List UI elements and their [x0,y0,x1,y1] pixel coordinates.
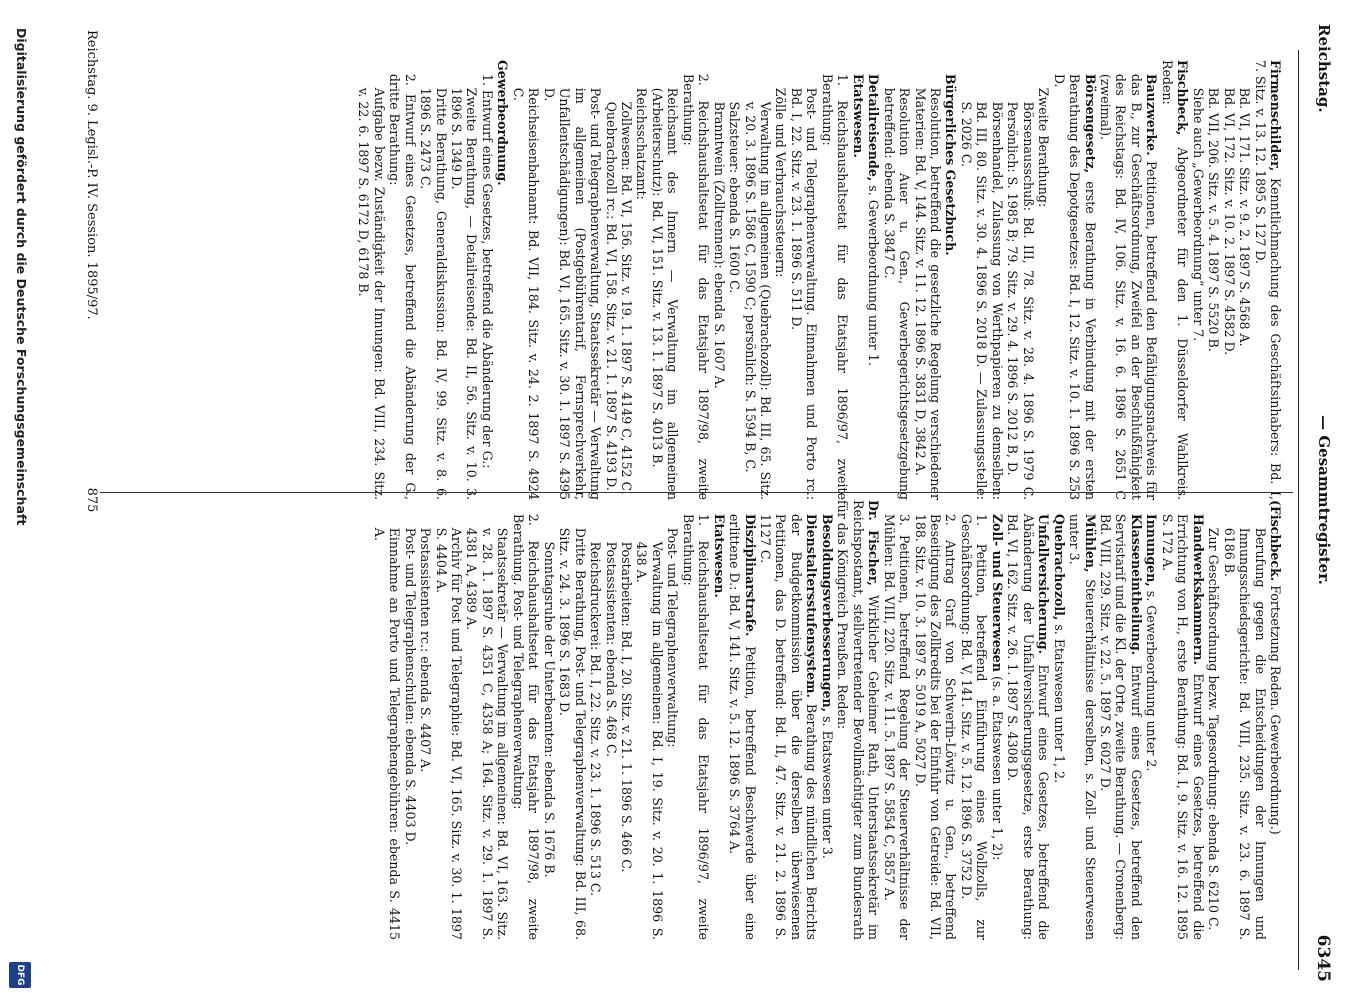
register-entry [819,500,834,940]
entry-text: Aufgabe bezw. Zuständigkeit der Innungen: Bd. VIII, 234. Sitz. v. 22. 6. 1897 S. 6172 D, 6178 B. [356,87,387,500]
entry-text: Dritte Berathung, Post- und Telegraphenverwaltung: Bd. III, 68. Sitz. v. 24. 3. 1896 S. 1683 D. [557,527,588,940]
register-entry [541,500,556,940]
entry-text: 2. Reichshaushaltsetat für das Etatsjahr 1897/98, zweite Berathung: [680,73,712,500]
entry-text: Petition, betreffend Beschwerde über eine erlittene D.: Bd. V, 141. Sitz. v. 5. 12. 1896 S. 3764 A. [727,513,758,940]
footer-page-number: 875 [84,487,99,513]
entry-text: Kenntlichmachung des Geschäftsinhabers: Bd. I, 7. Sitz. v. 13. 12. 1895 S. 127 D. [1252,60,1283,500]
register-entry [1159,60,1190,500]
register-entry [510,500,541,940]
register-entry [1067,500,1098,940]
register-entry [866,60,881,500]
entry-text: Berufung gegen die Entscheidungen der Innungen und Innungsschiedsgerichte: Bd. VIII, 235. Sitz. v. 23. 6. 1897 S. 6186 B. [1221,527,1268,940]
entry-text: Einnahme an Porto und Telegraphengebühren: ebenda S. 4415 A. [371,527,403,940]
entry-keyword: Bürgerliches Gesetzbuch. [943,73,959,256]
header-rule [1298,50,1299,970]
register-entry [433,500,464,940]
scan-banner [0,0,38,1000]
entry-text: 1. Petition, betreffend Einführung eines Wollzolls, zur Geschäftsordnung: Bd. V, 141. Sitz. v. 5. 12. 1896 S. 3752 D. [958,513,990,940]
header-title: — Gesammtregister. [1315,415,1333,585]
entry-text: Entwurf eines Gesetzes, betreffend die Abänderung der Unfallversicherungsgesetze, erste Berathung: Bd. VI, 162. Sitz. v. 26. 1. 1897 S. 4308 D. [1005,513,1052,940]
entry-text: 1. Reichshaushaltsetat für das Etatsjahr 1896/97, zweite Berathung: [819,73,851,500]
entry-keyword: Mühlen, [1082,513,1098,573]
entry-text: Post- und Telegraphenverwaltung: [665,527,681,748]
entry-text: Entwurf eines Gesetzes, betreffend den Servistarif und die Kl. der Orte, zweite Berathung. — Cronenberg: Bd. VIII, 229. Sitz. v. 22. 5. 1897 S. 6027 D. [1098,513,1144,940]
entry-text: Branntwein (Zolltrennen): ebenda S. 1607 A. [711,101,727,389]
register-entry [727,500,758,940]
entry-text: Abgeordneter für den 1. Düsseldorfer Wahlkreis. Reden: [1159,60,1191,500]
scan-banner-text: Digitalisierung gefördert durch die Deutsche Forschungsgemeinschaft [14,28,29,526]
register-entry [742,60,773,500]
entry-text: Resolution, betreffend die gesetzliche Regelung verschiedener Materien: Bd. V, 144. Sitz. v. 11. 12. 1896 S. 3831 D, 3842 A. [912,87,944,500]
register-entry [603,60,618,500]
entry-text: Zollwesen: Bd. VI, 156. Sitz. v. 19. 1. 1897 S. 4149 C, 4152 C. [618,101,634,495]
register-entry [603,500,618,940]
dfg-logo-icon: DFG [9,962,31,988]
register-entry [943,60,958,500]
entry-text: Sonntagsruhe der Unterbeamten: ebenda S. 1676 B. [541,541,557,878]
entry-text: Siehe auch „Gewerbeordnung“ unter 7. [1190,87,1206,342]
entry-text: s. Etatswesen unter 3. [819,712,835,859]
entry-text: Wirklicher Geheimer Rath, Unterstaatssekretär im Reichspostamt, stellvertretender Bevollmächtigter zum Bundesrath für das Königreich Preußen. Reden: [835,500,882,940]
register-entry [1206,500,1221,940]
register-entry [479,60,494,500]
register-entry [1005,60,1036,500]
left-column [356,60,1283,500]
entry-text: s. Gewerbeordnung unter 1. [866,181,882,366]
register-entry [680,500,711,940]
entry-text: Zweite Berathung, — Detailreisende: Bd. II, 56. Sitz. v. 10. 3. 1896 S. 1349 D. [448,87,480,500]
entry-text: 1. Entwurf eines Gesetzes, betreffend die Abänderung der G.: [479,73,495,469]
entry-text: Dritte Berathung, Generaldiskussion: Bd. IV, 99. Sitz. v. 8. 6. 1896 S. 2473 C. [418,87,449,500]
register-entry [634,500,665,940]
register-entry [1268,500,1283,940]
register-entry [387,60,418,500]
register-entry [665,500,680,940]
entry-keyword: Dr. Fischer, [866,500,882,586]
register-entry [881,60,912,500]
entry-text: 2. Reichshaushaltsetat für das Etatsjahr 1897/98, zweite Berathung. Post- und Telegraphenverwaltung: [510,513,542,940]
entry-text: Entwurf eines Gesetzes, betreffend die Errichtung von H., erste Berathung: Bd. I, 9. Sitz. v. 16. 12. 1895 S. 172 A. [1159,513,1206,940]
register-entry [1144,500,1159,940]
entry-keyword: Quebrachozoll, [1051,513,1067,621]
entry-text: 2. Antrag Graf von Schwerin-Löwitz u. Gen., betreffend Beseitigung des Zollkredits bei der Einfuhr von Getreide: Bd. VII, 188. Sitz. v. 10. 3. 1897 S. 5019 A, 5027 D. [912,513,959,940]
entry-text: Zweite Berathung: [1036,87,1052,208]
entry-text: Post- und Telegraphenverwaltung, Staatssekretär — Verwaltung im allgemeinen (Postgebührentarif, Fernsprechverkehr, Unfallentschädigungen): Bd. VI, 165. Sitz. v. 30. 1. 1897 S. 4395 D. [541,87,604,500]
register-entry [619,60,634,500]
entry-text: Bd. VI, 171. Sitz. v. 9. 2. 1897 S. 4568 A. [1237,87,1253,347]
entry-text: 1. Reichshaushaltsetat für das Etatsjahr 1896/97, zweite Berathung: [680,513,712,940]
register-entry [850,60,865,500]
entry-text: Salzsteuer: ebenda S. 1600 C. [727,101,743,294]
register-entry [356,60,387,500]
register-entry [649,60,680,500]
register-entry [619,500,634,940]
entry-keyword: Besoldungsverbesserungen, [819,513,835,713]
register-entry [541,60,603,500]
entry-text: Zur Geschäftsordnung bezw. Tagesordnung: ebenda S. 6210 C. [1206,527,1222,931]
entry-text: s. Gewerbeordnung unter 2. [1144,586,1160,772]
right-column [371,500,1283,940]
entry-text: Fortsetzung Reden. Gewerbeordnung.) [1268,581,1283,835]
entry-text: Bd. VII, 206. Sitz. v. 5. 4. 1897 S. 5520 B. [1206,87,1222,352]
entry-keyword: Bauzwerke. [1144,73,1160,156]
entry-text: Staatssekretär — Verwaltung im allgemeinen: Bd. VI, 163. Sitz. v. 28. 1. 1897 S. 4351 C, 4358 A; 164. Sitz. v. 29. 1. 1897 S. 4381 A, 4389 A. [464,527,511,940]
register-entry [773,60,788,500]
entry-text: Postassistenten rc.: ebenda S. 4407 A. [418,527,434,773]
entry-text: Zölle und Verbrauchssteuern: [773,87,789,278]
register-entry [464,500,510,940]
entry-text: Postassistenten: ebenda S. 468 C. [603,541,619,758]
register-entry [835,500,881,940]
register-entry [402,500,417,940]
entry-keyword: Firmenschilder, [1268,60,1283,172]
register-entry [1190,60,1205,500]
entry-text: Börsenausschuß: Bd. III, 78. Sitz. v. 28. 4. 1896 S. 1979 C. Persönlich: S. 1985 B; 79. Sitz. v. 29. 4. 1896 S. 2012 B, D. [1005,101,1036,500]
register-entry [958,60,1004,500]
register-entry [958,500,989,940]
register-entry [989,500,1004,940]
register-entry [680,60,711,500]
entry-keyword: Detailreisende, [866,73,882,182]
register-entry [449,60,480,500]
entry-text: Berathung des mündlichen Berichts der Budgetkommission über die derselben überwiesenen Petitionen, das D. betreffend: Bd. II, 47. Sitz. v. 21. 2. 1896 S. 1127 C. [758,513,820,940]
entry-text: 2. Entwurf eines Gesetzes, betreffend die Abänderung der G., dritte Berathung: [387,73,418,500]
register-entry [711,500,726,940]
register-entry [758,500,820,940]
register-entry [711,60,726,500]
entry-keyword: Disziplinarstrafe. [742,513,758,637]
register-entry [557,500,588,940]
entry-text: Reichseisenbahnamt: Bd. VII, 184. Sitz. v. 24. 2. 1897 S. 4924 C. [510,87,542,500]
entry-text: Reichsschatzamt: [634,87,650,200]
register-entry [1252,60,1283,500]
register-entry [727,60,742,500]
entry-keyword: Etatswesen. [850,73,866,158]
entry-keyword: (Fischbeck. [1268,500,1283,582]
register-entry [912,500,958,940]
entry-keyword: Innungen, [1144,513,1160,587]
register-entry [495,60,510,500]
footer-session: Reichstag. 9. Legisl.-P. IV. Session. 1895/97. [84,30,99,320]
register-entry [418,500,433,940]
register-entry [789,60,820,500]
register-entry [1005,500,1051,940]
entry-text: Bd. VI, 172. Sitz. v. 10. 2. 1897 S. 4582 D. [1221,87,1237,356]
entry-keyword: Fischbeck, [1175,60,1191,136]
register-entry [510,60,541,500]
entry-text: Verwaltung im allgemeinen: Bd. I, 19. Sitz. v. 20. 1. 1896 S. 438 A. [634,541,665,940]
entry-text: Archiv für Post und Telegraphie: Bd. VI, 165. Sitz. v. 30. 1. 1897 S. 4404 A. [433,527,464,940]
entry-text: s. Etatswesen unter 1, 2. [1051,620,1067,784]
entry-text: Steuererhältnisse derselben, s. Zoll- und Steuerwesen unter 3. [1067,513,1098,940]
header-left: Reichstag. [1315,24,1333,113]
register-entry [1237,60,1252,500]
entry-text: erste Berathung in Verbindung mit der ersten Berathung des Depotgesetzes: Bd. I, 12. Sitz. v. 10. 1. 1896 S. 253 D. [1051,73,1098,500]
entry-text: 3. Petitionen, betreffend Regelung der Steuerverhältnisse der Mühlen: Bd. VIII, 220. Sitz. v. 11. 5. 1897 S. 5854 C, 5857 A. [881,513,913,940]
entry-keyword: Handwerkskammern. [1190,513,1206,665]
entry-text: (s. a. Etatswesen unter 1, 2): [989,671,1005,861]
register-entry [1051,60,1097,500]
entry-text: Börsenhandel, Zulassung von Werthpapieren zu demselben: Bd. III, 80. Sitz. v. 30. 4. 1896 S. 2018 D. — Zulassungsstelle: S. 2026 C. [958,101,1005,500]
entry-keyword: Zoll- und Steuerwesen [989,513,1005,672]
entry-text: Petitionen, betreffend den Befähigungsnachweis für das B., zur Geschäftsordnung, Zweifel an der Beschlußfähigkeit des Reichstags: Bd. IV, 106. Sitz. v. 16. 6. 1896 S. 2651 C (zweimal). [1098,73,1160,500]
entry-text: Post- und Telegraphenverwaltung. Einnahmen und Porto rc.: Bd. I, 22. Sitz. v. 23. 1. 1896 S. 511 D. [788,87,820,500]
header-page-number: 6345 [1313,934,1333,982]
entry-keyword: Börsengesetz, [1082,73,1098,174]
register-entry [1051,500,1066,940]
entry-keyword: Unfallversicherung. [1036,513,1052,654]
register-entry [1159,500,1205,940]
register-entry [634,60,649,500]
entry-keyword: Klasseneintheilung. [1128,513,1144,656]
register-entry [1221,500,1267,940]
entry-text: Quebrachozoll rc.: Bd. VI, 158. Sitz. v. 21. 1. 1897 S. 4193 D. [603,101,619,491]
entry-keyword: Gewerbeordnung. [495,60,511,186]
register-entry [1221,60,1236,500]
entry-keyword: Etatswesen. [711,513,727,598]
entry-text: Postarbeiten: Bd. I, 20. Sitz. v. 21. 1. 1896 S. 466 C. [618,541,634,873]
entry-text: Resolution Auer u. Gen., Gewerbegerichtsgesetzgebung betreffend: ebenda S. 3847 C. [881,87,913,500]
entry-text: Reichsamt des Innern — Verwaltung im allgemeinen (Arbeiterschutz): Bd. VI, 151. Sitz. v. 13. 1. 1897 S. 4013 B. [649,87,681,500]
register-entry [588,500,603,940]
register-entry [819,60,850,500]
entry-text: Verwaltung im allgemeinen (Quebrachozoll): Bd. III, 65. Sitz. v. 20. 3. 1896 S. 1586 C, 1590 C; persönlich: S. 1594 B, C. [742,101,774,500]
register-entry [371,500,402,940]
register-entry [912,60,943,500]
register-entry [1098,500,1144,940]
entry-text: Reichsdruckerei: Bd. I, 22. Sitz. v. 23. 1. 1896 S. 513 C. [588,541,604,897]
entry-keyword: Dienstaltersstufensystem. [804,513,820,698]
register-entry [1098,60,1160,500]
register-entry [418,60,449,500]
column-divider [100,492,1293,493]
register-entry [1206,60,1221,500]
register-entry [881,500,912,940]
entry-text: Post- und Telegraphenschulen: ebenda S. 4403 D. [402,527,418,846]
register-entry [1036,60,1051,500]
